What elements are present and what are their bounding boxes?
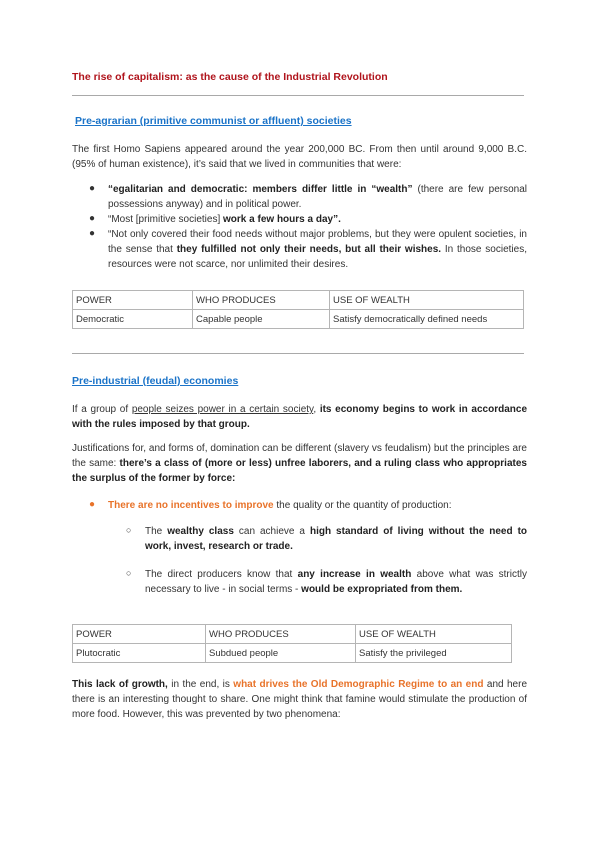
table-header-cell: WHO PRODUCES [193,291,330,310]
table-header-cell: POWER [73,291,193,310]
section2-bullet-1: There are no incentives to improve the quality or the quantity of production: [108,500,452,511]
table-cell: Plutocratic [73,644,206,663]
section2-paragraph-3: This lack of growth, in the end, is what drives the Old Demographic Regime to an end and here there is an interesting thought to share. One might think that famine would stimulate the production of more food. However, this was prevented by two phenomena: [72,679,528,721]
section1-bullet-1: “egalitarian and democratic: members differ little in “wealth” (there are few personal possessions anyway) and in political power. [108,184,527,211]
table-cell: Satisfy democratically defined needs [330,310,524,329]
table-header-cell: USE OF WEALTH [356,625,512,644]
table-header-cell: USE OF WEALTH [330,291,524,310]
section2-paragraph-1: If a group of people seizes power in a certain society, its economy begins to work in accordance with the rules imposed by that group. [72,404,528,431]
table-header-cell: WHO PRODUCES [206,625,356,644]
table-header-row [73,625,512,644]
bullet-dot: ● [89,213,96,224]
document-title: The rise of capitalism: as the cause of the Industrial Revolution [72,71,388,83]
bullet-dot: ● [89,183,96,194]
divider [72,95,524,96]
section1-bullet-2: “Most [primitive societies] work a few hours a day”. [108,214,341,225]
table-header-cell: POWER [73,625,206,644]
bullet-dot: ● [89,228,96,239]
table-cell: Capable people [193,310,330,329]
bullet-dot: ● [89,499,96,510]
table-row [73,310,524,329]
section1-intro: The first Homo Sapiens appeared around the year 200,000 BC. From then until around 9,000 B.C. (95% of human existence), it’s said that we lived in communities that were: [72,144,527,171]
table-cell: Satisfy the privileged [356,644,512,663]
section2-subbullet-1: The wealthy class can achieve a high standard of living without the need to work, invest, research or trade. [145,526,528,553]
table-cell: Democratic [73,310,193,329]
section2-table [72,624,512,663]
section2-subbullet-2: The direct producers know that any increase in wealth above what was strictly necessary to live - in social terms - would be expropriated from them. [145,569,527,596]
table-cell: Subdued people [206,644,356,663]
section2-heading[interactable]: Pre-industrial (feudal) economies [72,375,239,387]
sub-bullet-circle: ○ [126,568,132,578]
section1-bullet-3: “Not only covered their food needs without major problems, but they were opulent societies, in the sense that they fulfilled not only their needs, but all their wishes. In those societies, resources were not scarce, nor unlimited their desires. [108,229,527,271]
section2-paragraph-2: Justifications for, and forms of, domination can be different (slavery vs feudalism) but the principles are the same: there’s a class of (more or less) unfree laborers, and a ruling class who appropriates the surplus of the former by force: [72,443,527,485]
section1-heading[interactable]: Pre-agrarian (primitive communist or affluent) societies [75,115,352,127]
table-row [73,644,512,663]
table-header-row [73,291,524,310]
divider [72,353,524,354]
sub-bullet-circle: ○ [126,525,132,535]
section1-table [72,290,524,329]
